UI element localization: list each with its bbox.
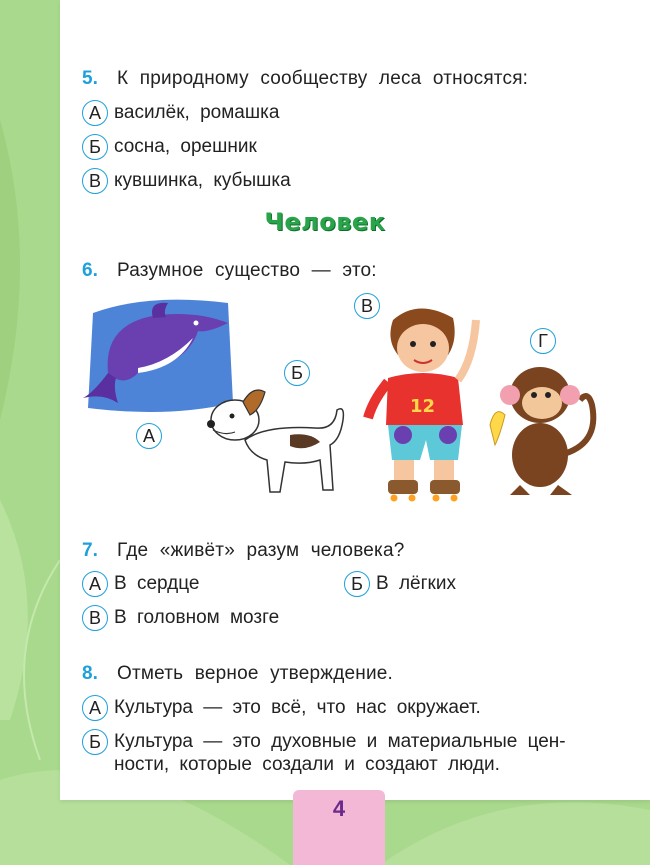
option-text: В сердце bbox=[114, 573, 200, 594]
q5-option-b[interactable] bbox=[82, 134, 257, 160]
q5-option-v[interactable] bbox=[82, 168, 291, 194]
option-letter: В bbox=[82, 605, 108, 631]
question-6-text: Разумное существо — это: bbox=[117, 260, 377, 281]
question-8-number: 8. bbox=[82, 663, 98, 684]
question-7-number: 7. bbox=[82, 540, 98, 561]
q7-option-b[interactable] bbox=[344, 571, 456, 597]
dog-picture[interactable] bbox=[205, 380, 350, 505]
question-5-number: 5. bbox=[82, 68, 98, 89]
monkey-picture[interactable] bbox=[480, 355, 600, 500]
option-text-line-2: ности, которые создали и создают люди. bbox=[114, 754, 500, 775]
option-letter: А bbox=[82, 571, 108, 597]
option-text: кувшинка, кубышка bbox=[114, 170, 291, 191]
shirt-number: 12 bbox=[410, 396, 436, 417]
picture-label-a: А bbox=[136, 423, 162, 449]
option-text: василёк, ромашка bbox=[114, 102, 280, 123]
option-text: В головном мозге bbox=[114, 607, 280, 628]
page-number: 4 bbox=[332, 796, 346, 821]
q5-option-a[interactable] bbox=[82, 100, 279, 126]
option-letter: Б bbox=[82, 729, 108, 755]
option-letter: В bbox=[82, 168, 108, 194]
option-letter: Б bbox=[82, 134, 108, 160]
picture-label-v: В bbox=[354, 293, 380, 319]
q7-option-v[interactable] bbox=[82, 605, 279, 631]
section-heading: Человек bbox=[264, 208, 386, 236]
question-6-number: 6. bbox=[82, 260, 98, 281]
option-letter: Б bbox=[344, 571, 370, 597]
boy-picture[interactable] bbox=[358, 300, 498, 505]
picture-label-g: Г bbox=[530, 328, 556, 354]
option-letter: А bbox=[82, 100, 108, 126]
option-text-line-1: Культура — это духовные и материальные цен- bbox=[114, 731, 566, 752]
option-text: В лёгких bbox=[376, 573, 456, 594]
question-5-text: К природному сообществу леса относятся: bbox=[117, 68, 529, 89]
question-7-text: Где «живёт» разум человека? bbox=[117, 540, 405, 561]
q7-option-a[interactable] bbox=[82, 571, 199, 597]
option-letter: А bbox=[82, 695, 108, 721]
question-8-text: Отметь верное утверждение. bbox=[117, 663, 394, 684]
picture-label-b: Б bbox=[284, 360, 310, 386]
q8-option-a[interactable] bbox=[82, 695, 481, 721]
option-text: сосна, орешник bbox=[114, 136, 257, 157]
q8-option-b[interactable] bbox=[82, 729, 566, 776]
option-text: Культура — это всё, что нас окружает. bbox=[114, 697, 481, 718]
